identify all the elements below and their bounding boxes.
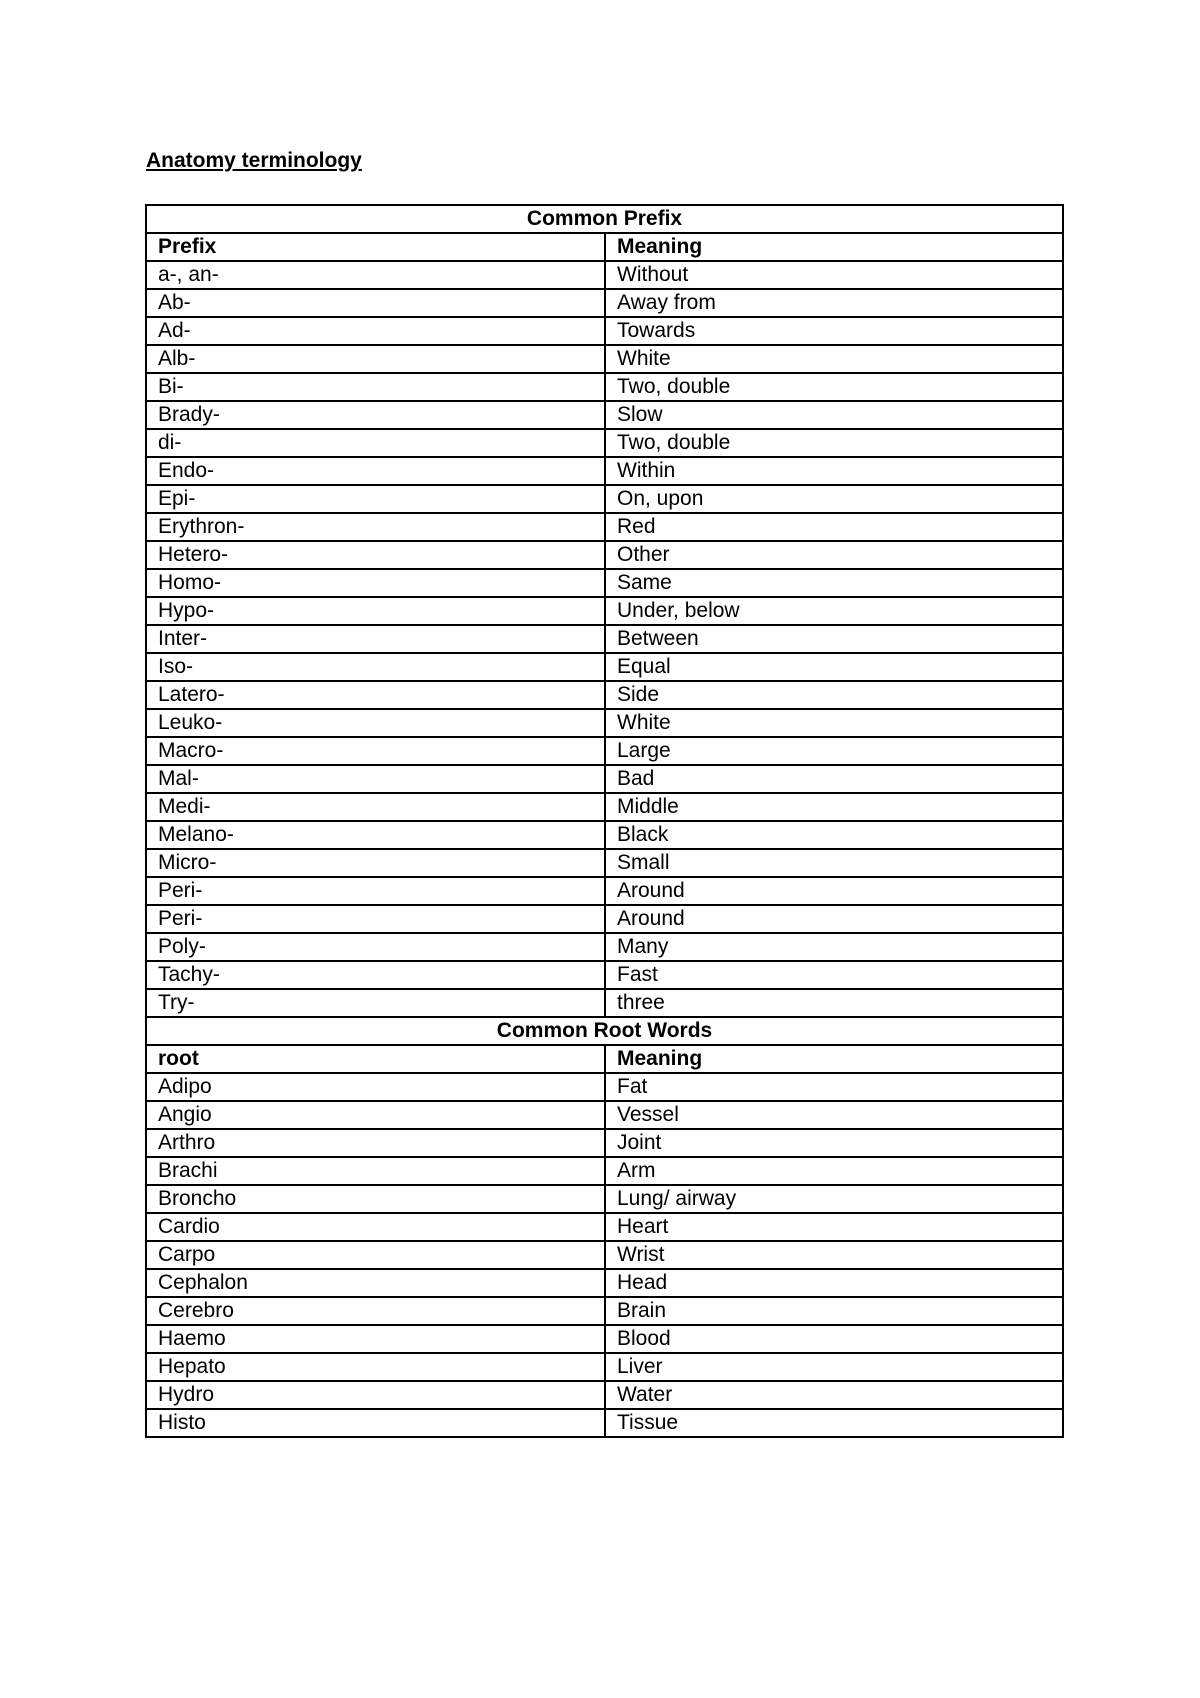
meaning-cell: Many: [605, 933, 1063, 961]
column-header-meaning: Meaning: [605, 233, 1063, 261]
term-cell: Brady-: [146, 401, 605, 429]
meaning-cell: Under, below: [605, 597, 1063, 625]
meaning-cell: Without: [605, 261, 1063, 289]
meaning-cell: Around: [605, 905, 1063, 933]
term-cell: Brachi: [146, 1157, 605, 1185]
meaning-cell: Heart: [605, 1213, 1063, 1241]
table-row: [146, 457, 1063, 485]
meaning-cell: Vessel: [605, 1101, 1063, 1129]
meaning-cell: Wrist: [605, 1241, 1063, 1269]
term-cell: Adipo: [146, 1073, 605, 1101]
table-row: [146, 765, 1063, 793]
table-row: [146, 373, 1063, 401]
table-row: [146, 429, 1063, 457]
meaning-cell: White: [605, 345, 1063, 373]
term-cell: Melano-: [146, 821, 605, 849]
table-row: [146, 1101, 1063, 1129]
term-cell: Latero-: [146, 681, 605, 709]
table-row: [146, 1129, 1063, 1157]
section-header-row: [146, 205, 1063, 233]
column-header-term: Prefix: [146, 233, 605, 261]
term-cell: Ad-: [146, 317, 605, 345]
meaning-cell: Water: [605, 1381, 1063, 1409]
meaning-cell: Other: [605, 541, 1063, 569]
meaning-cell: Away from: [605, 289, 1063, 317]
meaning-cell: Same: [605, 569, 1063, 597]
meaning-cell: Side: [605, 681, 1063, 709]
term-cell: Mal-: [146, 765, 605, 793]
term-cell: Epi-: [146, 485, 605, 513]
term-cell: Carpo: [146, 1241, 605, 1269]
term-cell: Try-: [146, 989, 605, 1017]
table-row: [146, 961, 1063, 989]
meaning-cell: three: [605, 989, 1063, 1017]
section-heading: Common Root Words: [146, 1017, 1063, 1045]
table-row: [146, 1381, 1063, 1409]
table-row: [146, 485, 1063, 513]
table-row: [146, 653, 1063, 681]
meaning-cell: Arm: [605, 1157, 1063, 1185]
meaning-cell: Black: [605, 821, 1063, 849]
term-cell: Leuko-: [146, 709, 605, 737]
term-cell: Hypo-: [146, 597, 605, 625]
table-row: [146, 1353, 1063, 1381]
meaning-cell: Red: [605, 513, 1063, 541]
term-cell: Cerebro: [146, 1297, 605, 1325]
term-cell: Peri-: [146, 905, 605, 933]
term-cell: Broncho: [146, 1185, 605, 1213]
table-row: [146, 1241, 1063, 1269]
meaning-cell: Middle: [605, 793, 1063, 821]
column-header-row: [146, 1045, 1063, 1073]
term-cell: Micro-: [146, 849, 605, 877]
table-row: [146, 289, 1063, 317]
term-cell: Homo-: [146, 569, 605, 597]
table-row: [146, 1157, 1063, 1185]
meaning-cell: Towards: [605, 317, 1063, 345]
meaning-cell: Two, double: [605, 429, 1063, 457]
term-cell: Angio: [146, 1101, 605, 1129]
term-cell: di-: [146, 429, 605, 457]
table-row: [146, 261, 1063, 289]
meaning-cell: Tissue: [605, 1409, 1063, 1437]
meaning-cell: Fat: [605, 1073, 1063, 1101]
meaning-cell: Small: [605, 849, 1063, 877]
meaning-cell: Within: [605, 457, 1063, 485]
terminology-table-body: [146, 205, 1063, 1437]
meaning-cell: On, upon: [605, 485, 1063, 513]
table-row: [146, 905, 1063, 933]
term-cell: Peri-: [146, 877, 605, 905]
table-row: [146, 1409, 1063, 1437]
term-cell: Histo: [146, 1409, 605, 1437]
table-row: [146, 681, 1063, 709]
table-row: [146, 933, 1063, 961]
term-cell: Ab-: [146, 289, 605, 317]
meaning-cell: Blood: [605, 1325, 1063, 1353]
table-row: [146, 793, 1063, 821]
section-header-row: [146, 1017, 1063, 1045]
term-cell: Hetero-: [146, 541, 605, 569]
table-row: [146, 625, 1063, 653]
meaning-cell: Slow: [605, 401, 1063, 429]
meaning-cell: Lung/ airway: [605, 1185, 1063, 1213]
table-row: [146, 1073, 1063, 1101]
term-cell: Medi-: [146, 793, 605, 821]
term-cell: a-, an-: [146, 261, 605, 289]
meaning-cell: Two, double: [605, 373, 1063, 401]
meaning-cell: Around: [605, 877, 1063, 905]
table-row: [146, 737, 1063, 765]
meaning-cell: Joint: [605, 1129, 1063, 1157]
term-cell: Cardio: [146, 1213, 605, 1241]
column-header-meaning: Meaning: [605, 1045, 1063, 1073]
term-cell: Haemo: [146, 1325, 605, 1353]
term-cell: Inter-: [146, 625, 605, 653]
meaning-cell: Liver: [605, 1353, 1063, 1381]
meaning-cell: White: [605, 709, 1063, 737]
term-cell: Tachy-: [146, 961, 605, 989]
term-cell: Iso-: [146, 653, 605, 681]
term-cell: Macro-: [146, 737, 605, 765]
column-header-row: [146, 233, 1063, 261]
table-row: [146, 513, 1063, 541]
meaning-cell: Fast: [605, 961, 1063, 989]
table-row: [146, 401, 1063, 429]
term-cell: Endo-: [146, 457, 605, 485]
term-cell: Alb-: [146, 345, 605, 373]
table-row: [146, 849, 1063, 877]
document-title: Anatomy terminology: [146, 149, 362, 172]
terminology-table: [145, 204, 1064, 1438]
table-row: [146, 1269, 1063, 1297]
term-cell: Hydro: [146, 1381, 605, 1409]
table-row: [146, 1325, 1063, 1353]
table-row: [146, 989, 1063, 1017]
table-row: [146, 709, 1063, 737]
table-row: [146, 597, 1063, 625]
table-row: [146, 317, 1063, 345]
section-heading: Common Prefix: [146, 205, 1063, 233]
table-row: [146, 345, 1063, 373]
meaning-cell: Large: [605, 737, 1063, 765]
term-cell: Arthro: [146, 1129, 605, 1157]
table-row: [146, 541, 1063, 569]
meaning-cell: Head: [605, 1269, 1063, 1297]
meaning-cell: Bad: [605, 765, 1063, 793]
meaning-cell: Brain: [605, 1297, 1063, 1325]
table-row: [146, 1297, 1063, 1325]
term-cell: Poly-: [146, 933, 605, 961]
meaning-cell: Equal: [605, 653, 1063, 681]
term-cell: Hepato: [146, 1353, 605, 1381]
term-cell: Bi-: [146, 373, 605, 401]
term-cell: Cephalon: [146, 1269, 605, 1297]
table-row: [146, 877, 1063, 905]
table-row: [146, 569, 1063, 597]
column-header-term: root: [146, 1045, 605, 1073]
table-row: [146, 1213, 1063, 1241]
term-cell: Erythron-: [146, 513, 605, 541]
table-row: [146, 821, 1063, 849]
meaning-cell: Between: [605, 625, 1063, 653]
table-row: [146, 1185, 1063, 1213]
